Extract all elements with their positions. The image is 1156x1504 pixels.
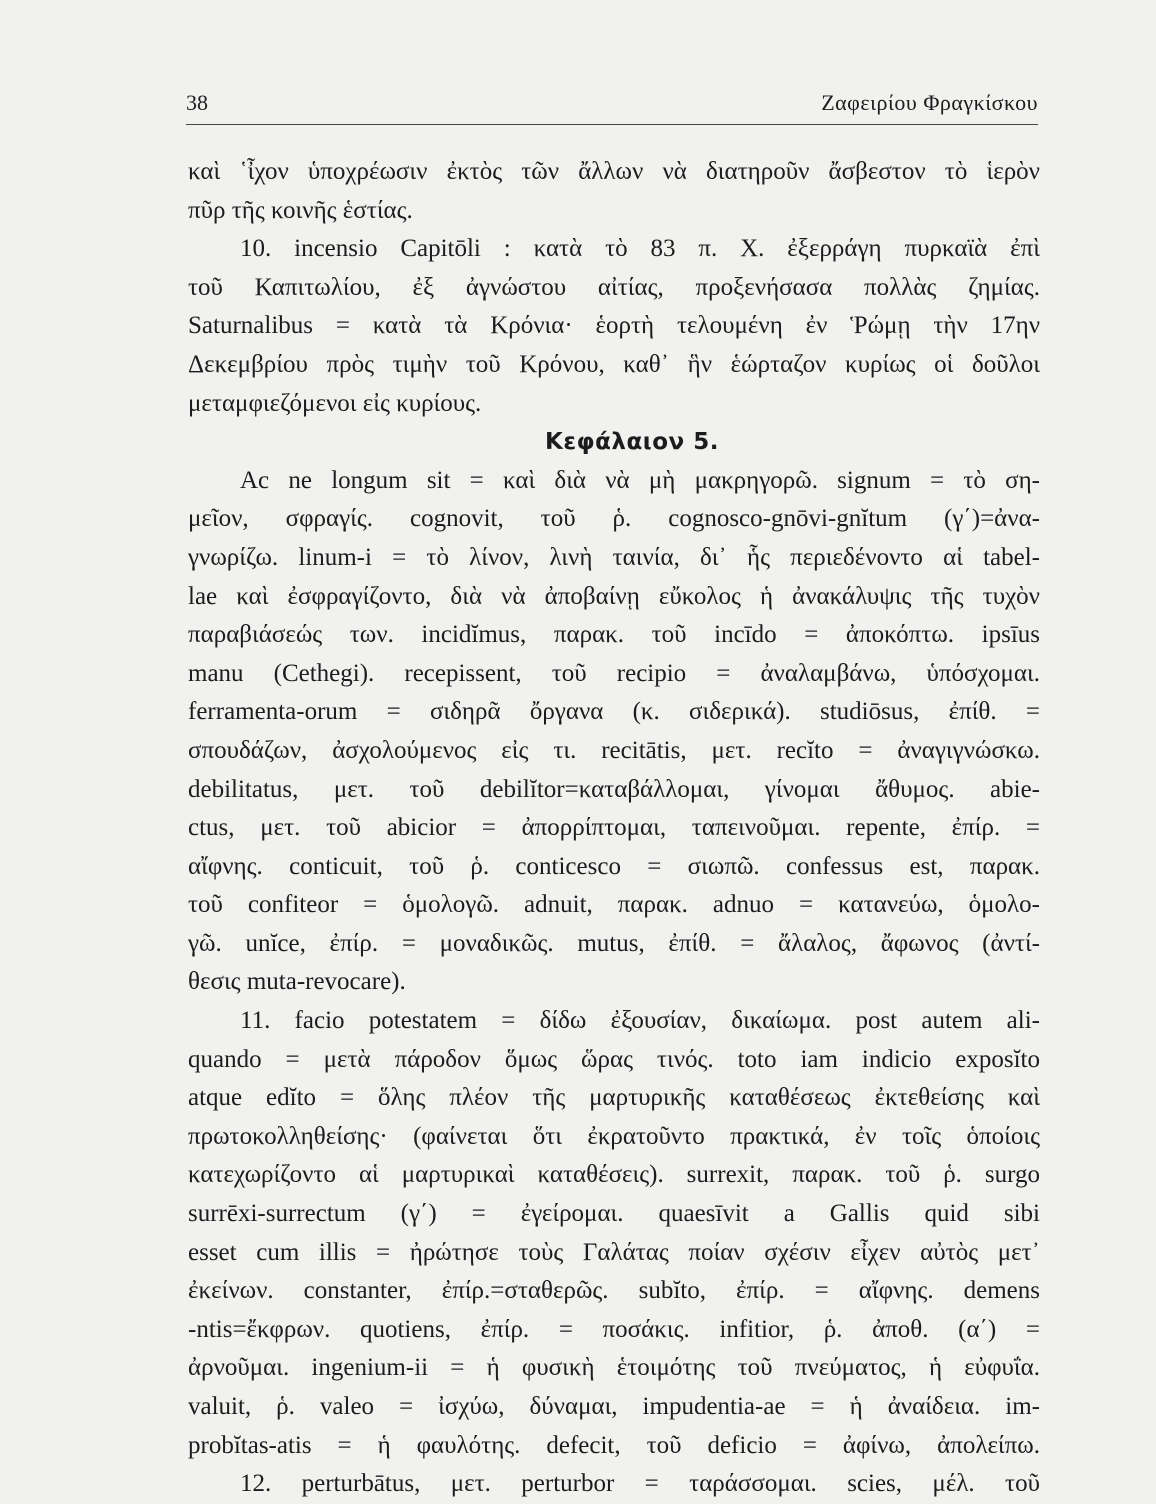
body-text xyxy=(188,153,1040,1504)
text-line: Saturnalibus = κατὰ τὰ Κρόνια· ἑορτὴ τελουμένη ἐν Ῥώμῃ τὴν 17ην xyxy=(188,312,1040,340)
text-line: ferramenta-orum = σιδηρᾶ ὄργανα (κ. σιδερικά). studiōsus, ἐπίθ. = xyxy=(188,698,1040,726)
text-line: αἴφνης. conticuit, τοῦ ῥ. conticesco = σιωπῶ. confessus est, παρακ. xyxy=(188,852,1040,880)
text-line: σπουδάζων, ἀσχολούμενος εἰς τι. recitātis, μετ. recĭto = ἀναγιγνώσκω. xyxy=(188,736,1040,764)
text-line: Ac ne longum sit = καὶ διὰ νὰ μὴ μακρηγορῶ. signum = τὸ ση- xyxy=(240,466,1040,494)
text-line: πῦρ τῆς κοινῆς ἑστίας. xyxy=(188,196,413,224)
page-header xyxy=(186,90,1038,125)
text-line: ctus, μετ. τοῦ abicior = ἀπορρίπτομαι, ταπεινοῦμαι. repente, ἐπίρ. = xyxy=(188,814,1040,842)
text-line: πρωτοκολληθείσης· (φαίνεται ὅτι ἐκρατοῦντο πρακτικά, ἐν τοῖς ὁποίοις xyxy=(188,1122,1040,1150)
text-line: ἀρνοῦμαι. ingenium-ii = ἡ φυσικὴ ἑτοιμότης τοῦ πνεύματος, ἡ εὐφυΐα. xyxy=(188,1354,1040,1382)
note-10-line: 10. incensio Capitōli : κατὰ τὸ 83 π. Χ. ἐξερράγη πυρκαϊὰ ἐπὶ xyxy=(240,235,1040,263)
text-line: valuit, ῥ. valeo = ἰσχύω, δύναμαι, impudentia-ae = ἡ ἀναίδεια. im- xyxy=(188,1393,1040,1420)
text-line: παραβιάσεώς των. incidĭmus, παρακ. τοῦ incīdo = ἀποκόπτω. ipsīus xyxy=(188,621,1040,649)
running-head: Ζαφειρίου Φραγκίσκου xyxy=(821,90,1038,115)
text-line: μεῖον, σφραγίς. cognovit, τοῦ ῥ. cognosco-gnōvi-gnĭtum (γ΄)=ἀνα- xyxy=(188,505,1040,533)
text-line: κατεχωρίζοντο αἱ μαρτυρικαὶ καταθέσεις). surrexit, παρακ. τοῦ ῥ. surgo xyxy=(188,1161,1040,1189)
text-line: atque edĭto = ὅλης πλέον τῆς μαρτυρικῆς καταθέσεως ἐκτεθείσης καὶ xyxy=(188,1084,1040,1112)
text-line: quando = μετὰ πάροδον ὅμως ὥρας τινός. toto iam indicio exposĭto xyxy=(188,1045,1040,1073)
chapter-heading: Κεφάλαιον 5. xyxy=(545,429,719,456)
text-line: debilitatus, μετ. τοῦ debilĭtor=καταβάλλομαι, γίνομαι ἄθυμος. abie- xyxy=(188,775,1040,803)
text-line: lae καὶ ἐσφραγίζοντο, διὰ νὰ ἀποβαίνῃ εὔκολος ἡ ἀνακάλυψις τῆς τυχὸν xyxy=(188,582,1040,610)
text-line: Δεκεμβρίου πρὸς τιμὴν τοῦ Κρόνου, καθ᾽ ἣν ἑώρταζον κυρίως οἱ δοῦλοι xyxy=(188,350,1040,378)
text-line: probĭtas-atis = ἡ φαυλότης. defecit, τοῦ deficio = ἀφίνω, ἀπολείπω. xyxy=(188,1431,1040,1459)
text-line: manu (Cethegi). recepissent, τοῦ recipio = ἀναλαμβάνω, ὑπόσχομαι. xyxy=(188,659,1040,687)
text-line: τοῦ Καπιτωλίου, ἐξ ἀγνώστου αἰτίας, προξενήσασα πολλὰς ζημίας. xyxy=(188,273,1040,301)
text-line: esset cum illis = ἠρώτησε τοὺς Γαλάτας ποίαν σχέσιν εἶχεν αὐτὸς μετ᾽ xyxy=(188,1238,1040,1266)
text-line: -ntis=ἔκφρων. quotiens, ἐπίρ. = ποσάκις. infitior, ῥ. ἀποθ. (α΄) = xyxy=(188,1315,1040,1343)
page-number: 38 xyxy=(186,90,208,115)
text-line: ἐκείνων. constanter, ἐπίρ.=σταθερῶς. subĭto, ἐπίρ. = αἴφνης. demens xyxy=(188,1277,1040,1305)
note-11-line: 11. facio potestatem = δίδω ἐξουσίαν, δικαίωμα. post autem ali- xyxy=(240,1007,1040,1035)
text-line: τοῦ confiteor = ὁμολογῶ. adnuit, παρακ. adnuo = κατανεύω, ὁμολο- xyxy=(188,891,1040,919)
text-line: μεταμφιεζόμενοι εἰς κυρίους. xyxy=(188,389,482,417)
text-line: καὶ ῾ἶχον ὑποχρέωσιν ἐκτὸς τῶν ἄλλων νὰ διατηροῦν ἄσβεστον τὸ ἱερὸν xyxy=(188,158,1040,185)
text-line: γνωρίζω. linum-i = τὸ λίνον, λινὴ ταινία, δι᾽ ἧς περιεδένοντο αἱ tabel- xyxy=(188,543,1040,571)
text-line: surrēxi-surrectum (γ΄) = ἐγείρομαι. quaesīvit a Gallis quid sibi xyxy=(188,1200,1040,1228)
text-line: γῶ. unĭce, ἐπίρ. = μοναδικῶς. mutus, ἐπίθ. = ἄλαλος, ἄφωνος (ἀντί- xyxy=(188,929,1040,957)
text-line: θεσις muta-revocare). xyxy=(188,968,406,996)
note-12-line: 12. perturbātus, μετ. perturbor = ταράσσομαι. scies, μέλ. τοῦ xyxy=(240,1470,1040,1498)
